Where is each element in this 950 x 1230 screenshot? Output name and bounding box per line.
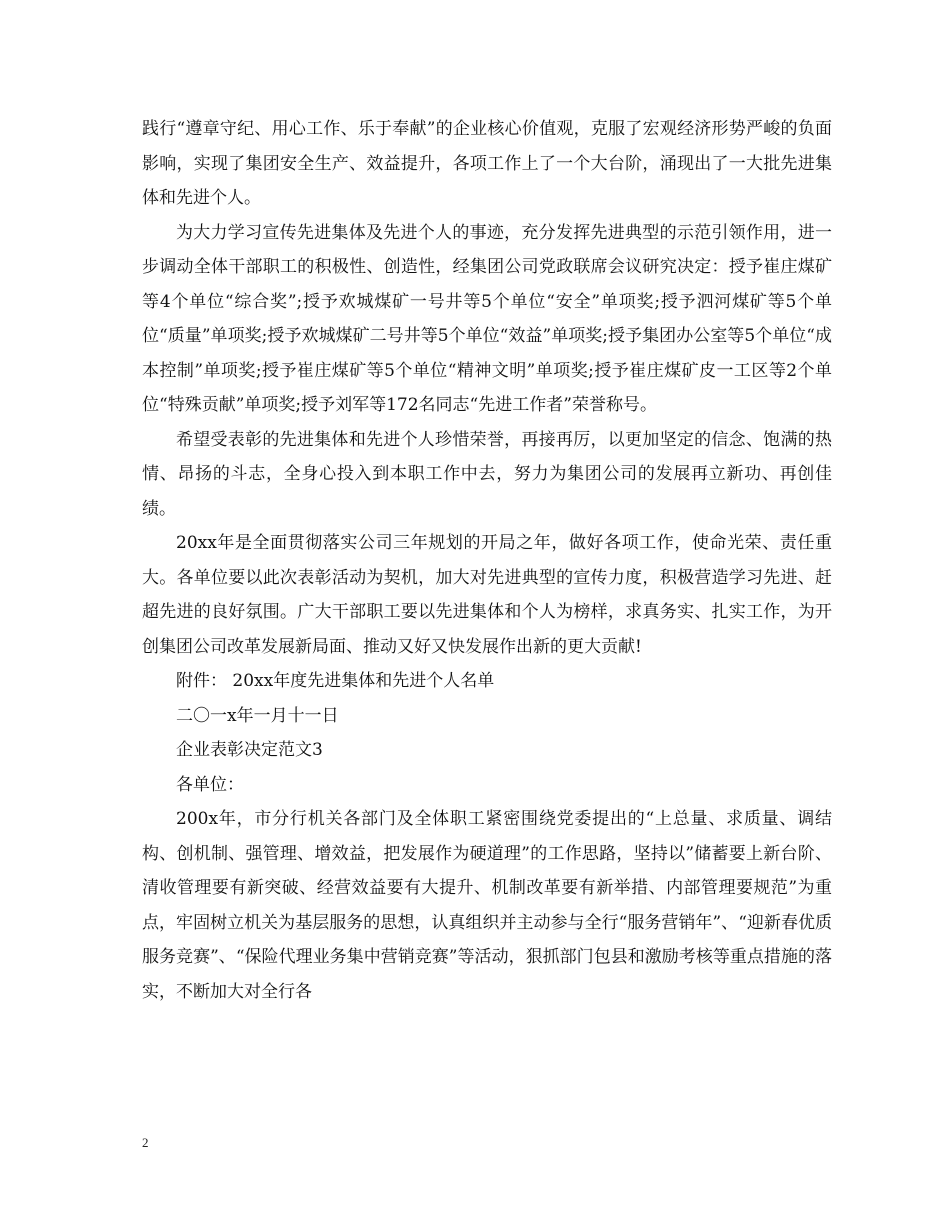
- date-line: 二〇一x年一月十一日: [176, 705, 339, 726]
- salutation: 各单位：: [176, 774, 244, 795]
- paragraph-1: 践行“遵章守纪、用心工作、乐于奉献”的企业核心价值观，克服了宏观经济形势严峻的负面影响，实现了集团安全生产、效益提升，各项工作上了一个大台阶，涌现出了一大批先进集体和先进个人。: [142, 119, 832, 208]
- page-number: 2: [142, 1135, 149, 1150]
- document-body: [142, 112, 832, 1009]
- paragraph-4: 20xx年是全面贯彻落实公司三年规划的开局之年，做好各项工作，使命光荣、责任重大。各单位要以此次表彰活动为契机，加大对先进典型的宣传力度，积极营造学习先进、赶超先进的良好氛围。广大干部职工要以先进集体和个人为榜样，求真务实、扎实工作，为开创集团公司改革发展新局面、推动又好又快发展作出新的更大贡献!: [142, 533, 832, 657]
- attachment-line: 附件： 20xx年度先进集体和先进个人名单: [176, 671, 495, 691]
- paragraph-2: 为大力学习宣传先进集体及先进个人的事迹，充分发挥先进典型的示范引领作用，进一步调动全体干部职工的积极性、创造性，经集团公司党政联席会议研究决定：授予崔庄煤矿等4个单位“综合奖”;授予欢城煤矿一号井等5个单位“安全”单项奖;授予泗河煤矿等5个单位“质量”单项奖;授予欢城煤矿二号井等5个单位“效益”单项奖;授予集团办公室等5个单位“成本控制”单项奖;授予崔庄煤矿等5个单位“精神文明”单项奖;授予崔庄煤矿皮一工区等2个单位“特殊贡献”单项奖;授予刘军等172名同志“先进工作者”荣誉称号。: [142, 222, 832, 415]
- paragraph-5: 200x年，市分行机关各部门及全体职工紧密围绕党委提出的“上总量、求质量、调结构、创机制、强管理、增效益，把发展作为硬道理”的工作思路，坚持以”储蓄要上新台阶、清收管理要有新突破、经营效益要有大提升、机制改革要有新举措、内部管理要规范”为重点，牢固树立机关为基层服务的思想，认真组织并主动参与全行“服务营销年”、“迎新春优质服务竞赛”、“保险代理业务集中营销竞赛”等活动，狠抓部门包县和激励考核等重点措施的落实，不断加大对全行各: [142, 809, 832, 1002]
- section-title: 企业表彰决定范文3: [176, 740, 323, 760]
- paragraph-3: 希望受表彰的先进集体和先进个人珍惜荣誉，再接再厉，以更加坚定的信念、饱满的热情、昂扬的斗志，全身心投入到本职工作中去，努力为集团公司的发展再立新功、再创佳绩。: [142, 429, 832, 519]
